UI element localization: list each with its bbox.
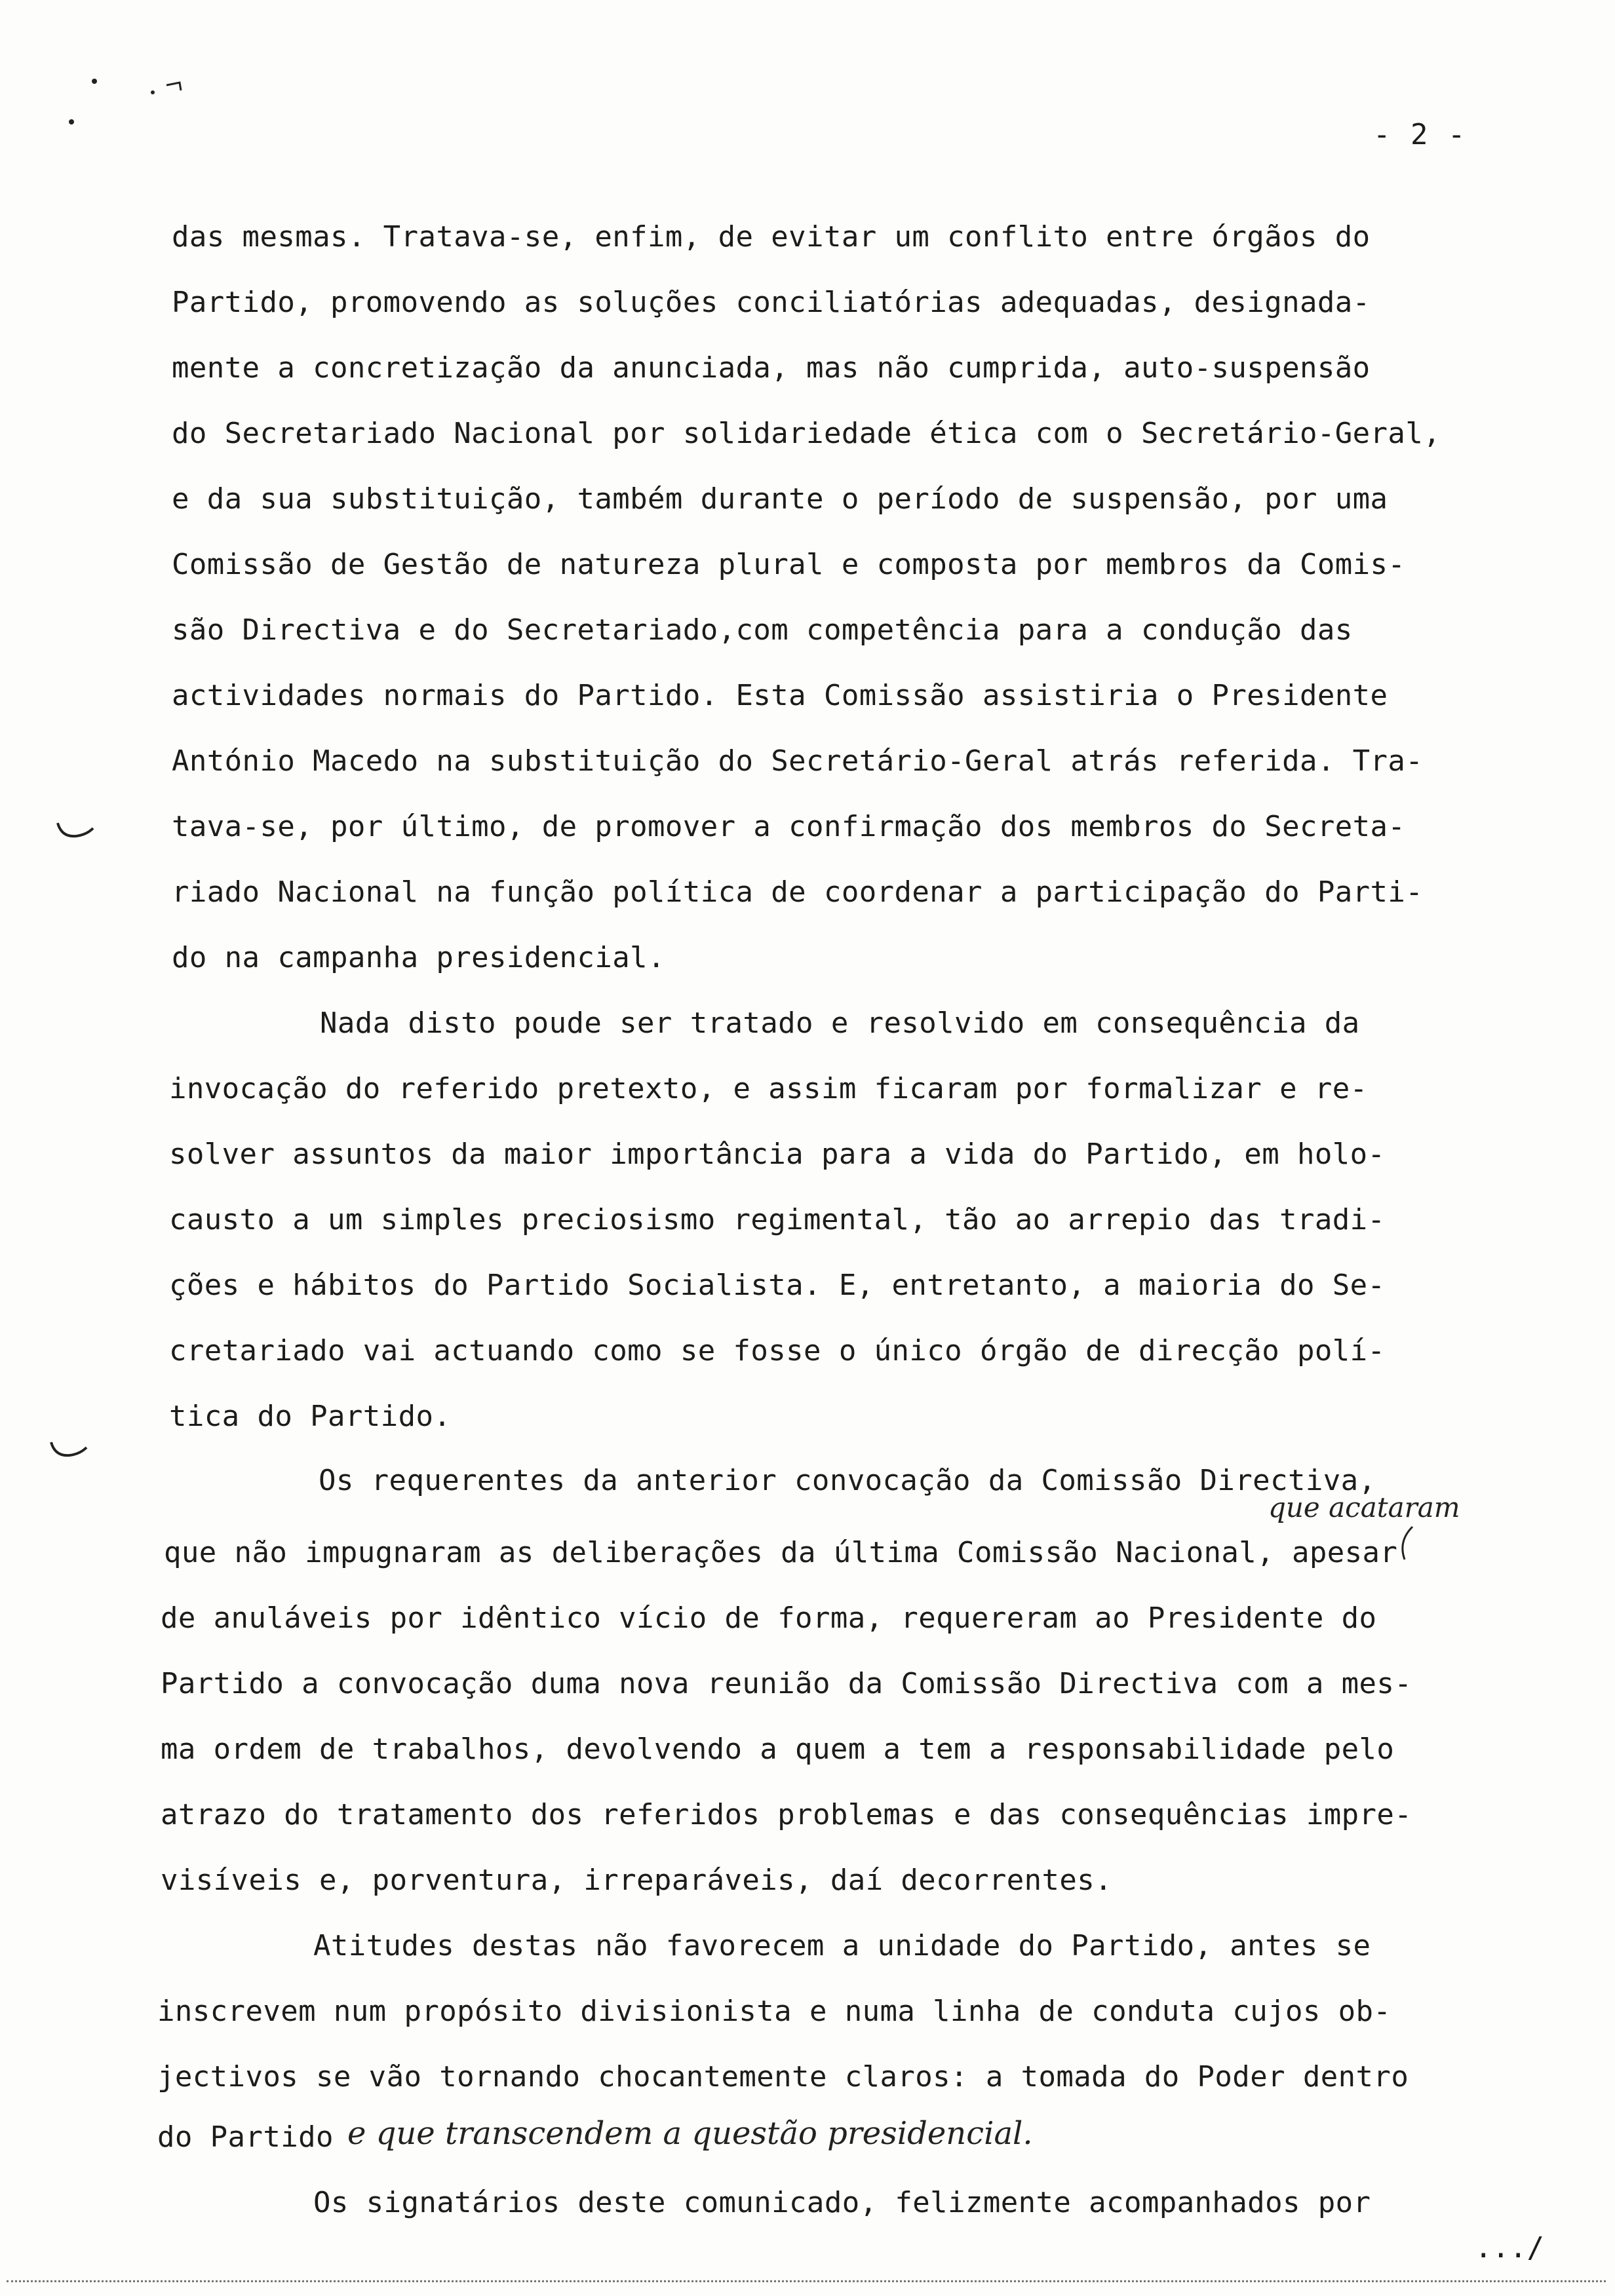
text-line: jectivos se vão tornando chocantemente claros: a tomada do Poder dentro (157, 2060, 1409, 2094)
text-line: solver assuntos da maior importância para a vida do Partido, em holo- (169, 1138, 1386, 1171)
handwritten-insertion: que acataram (1268, 1491, 1460, 1523)
text-line: de anuláveis por idêntico vício de forma, requereram ao Presidente do (161, 1601, 1377, 1635)
text-line: Os signatários deste comunicado, felizmente acompanhados por (313, 2186, 1371, 2219)
text-line: tica do Partido. (169, 1400, 452, 1433)
text-line: Partido a convocação duma nova reunião da Comissão Directiva com a mes- (161, 1667, 1412, 1700)
text-line: ções e hábitos do Partido Socialista. E, entretanto, a maioria do Se- (169, 1269, 1386, 1302)
text-line: Partido, promovendo as soluções conciliatórias adequadas, designada- (172, 286, 1371, 319)
text-line: mente a concretização da anunciada, mas não cumprida, auto-suspensão (172, 351, 1371, 385)
text-line: riado Nacional na função política de coordenar a participação do Parti- (172, 875, 1424, 909)
text-line: ma ordem de trabalhos, devolvendo a quem a tem a responsabilidade pelo (161, 1732, 1395, 1766)
text-line: invocação do referido pretexto, e assim ficaram por formalizar e re- (169, 1072, 1368, 1105)
page-number: - 2 - (1373, 118, 1467, 151)
handwritten-addition: e que transcendem a questão presidencial. (347, 2115, 1033, 2152)
text-line: Nada disto poude ser tratado e resolvido em consequência da (320, 1006, 1360, 1040)
text-line: cretariado vai actuando como se fosse o único órgão de direcção polí- (169, 1334, 1386, 1368)
text-line: visíveis e, porventura, irreparáveis, daí decorrentes. (161, 1864, 1113, 1897)
text-line: António Macedo na substituição do Secretário-Geral atrás referida. Tra- (172, 744, 1424, 778)
text-line: Os requerentes da anterior convocação da Comissão Directiva, (319, 1464, 1376, 1497)
text-line: inscrevem num propósito divisionista e numa linha de conduta cujos ob- (157, 1995, 1391, 2028)
text-line: Atitudes destas não favorecem a unidade do Partido, antes se (313, 1929, 1371, 1962)
continuation-marker: .../ (1475, 2231, 1544, 2265)
margin-mark (46, 1438, 92, 1464)
text-line: tava-se, por último, de promover a confirmação dos membros do Secreta- (172, 810, 1406, 843)
text-line: actividades normais do Partido. Esta Comissão assistiria o Presidente (172, 679, 1388, 712)
scan-artifact (164, 79, 190, 98)
page-bottom-edge (7, 2280, 1606, 2282)
scan-artifact (151, 90, 155, 94)
text-line: do na campanha presidencial. (172, 941, 665, 974)
text-line: que não impugnaram as deliberações da última Comissão Nacional, apesar (164, 1536, 1398, 1569)
text-line: são Directiva e do Secretariado,com competência para a condução das (172, 613, 1353, 647)
text-line: e da sua substituição, também durante o período de suspensão, por uma (172, 482, 1388, 516)
text-line: Comissão de Gestão de natureza plural e composta por membros da Comis- (172, 548, 1406, 581)
scan-artifact (69, 119, 74, 124)
text-line: das mesmas. Tratava-se, enfim, de evitar um conflito entre órgãos do (172, 220, 1371, 254)
scan-artifact (92, 79, 97, 84)
margin-mark (52, 819, 98, 845)
text-line: do Partido (157, 2120, 334, 2154)
text-line: do Secretariado Nacional por solidariedade ética com o Secretário-Geral, (172, 417, 1441, 450)
text-line: causto a um simples preciosismo regimental, tão ao arrepio das tradi- (169, 1203, 1386, 1236)
text-line: atrazo do tratamento dos referidos problemas e das consequências impre- (161, 1798, 1412, 1831)
